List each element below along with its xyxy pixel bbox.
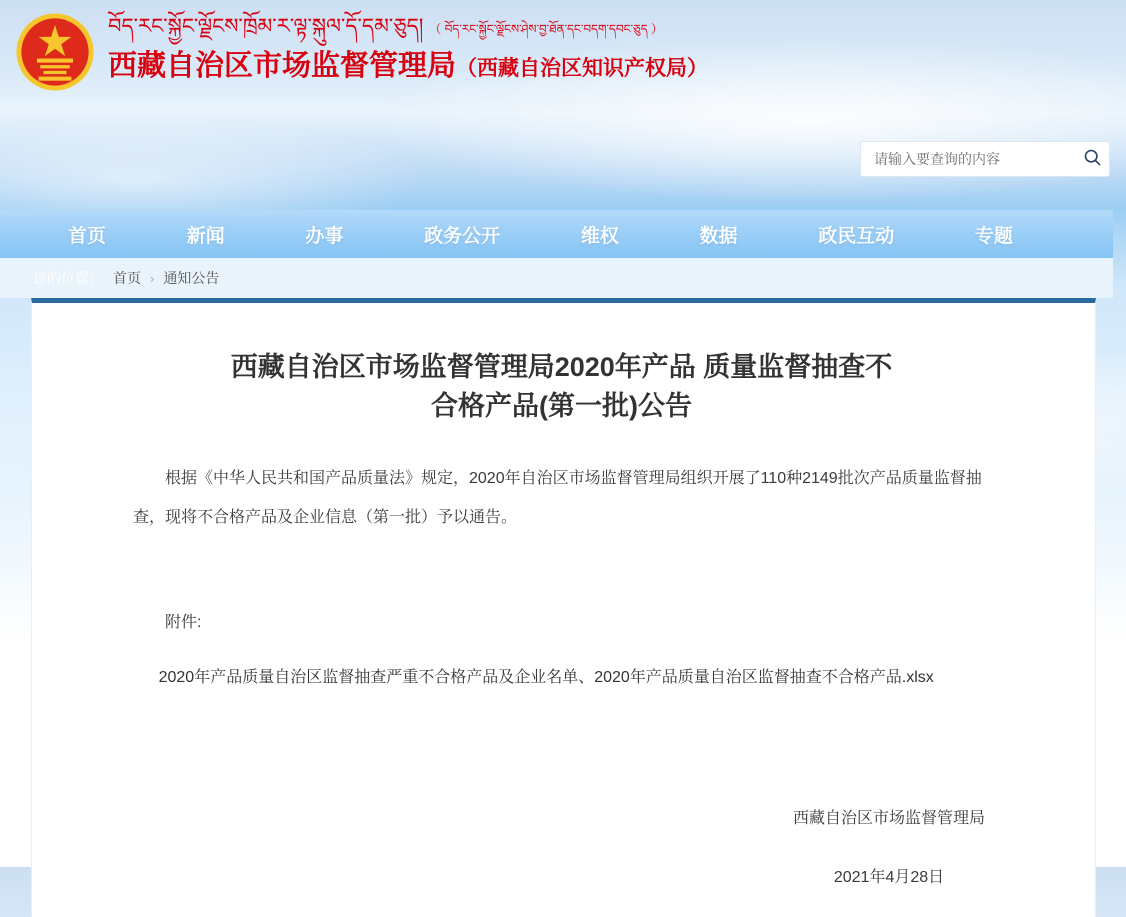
- article-body-paragraph: 根据《中华人民共和国产品质量法》规定，2020年自治区市场监督管理局组织开展了110种2149批次产品质量监督抽查，现将不合格产品及企业信息（第一批）予以通告。: [133, 470, 982, 526]
- nav-item-news[interactable]: 新闻: [186, 225, 225, 247]
- search-button[interactable]: [1075, 142, 1109, 176]
- china-national-emblem-icon: [14, 11, 96, 93]
- nav-item-home[interactable]: 首页: [68, 225, 107, 247]
- site-title-text: 西藏自治区市场监督管理局: [108, 50, 457, 82]
- breadcrumb-home-link[interactable]: 首页: [113, 270, 141, 286]
- search-input[interactable]: [861, 151, 1075, 167]
- site-title-paren: （西藏自治区知识产权局）: [456, 57, 709, 80]
- article-title: 西藏自治区市场监督管理局2020年产品 质量监督抽查不合格产品(第一批)公告: [230, 352, 893, 421]
- signature-date: 2021年4月28日: [833, 869, 945, 886]
- search-box: [860, 141, 1110, 177]
- tibetan-site-title: [108, 12, 708, 44]
- tibetan-title-paren: （ བོད་རང་སྐྱོང་ལྗོངས་ཤེས་བྱ་ཐོན་དང་བདག་དབང་ཅུད ）: [429, 22, 663, 36]
- attachment-label: 附件:: [165, 614, 202, 631]
- nav-item-interaction[interactable]: 政民互动: [818, 225, 895, 247]
- breadcrumb-prefix: 您的位置：: [33, 270, 103, 286]
- attachment-file-link[interactable]: 2020年产品质量自治区监督抽查严重不合格产品及企业名单、2020年产品质量自治区监督抽查不合格产品.xlsx: [158, 669, 934, 686]
- site-title: [108, 46, 708, 89]
- nav-item-topics[interactable]: 专题: [974, 225, 1013, 247]
- article-container: [31, 298, 1096, 917]
- masthead: [108, 12, 708, 89]
- main-navigation: [0, 210, 1113, 258]
- breadcrumb-current: 通知公告: [163, 270, 220, 286]
- nav-item-gov-info[interactable]: 政务公开: [424, 225, 501, 247]
- breadcrumb-separator-icon: ›: [150, 270, 155, 286]
- nav-item-rights[interactable]: 维权: [580, 225, 619, 247]
- nav-item-services[interactable]: 办事: [305, 225, 344, 247]
- site-header: [0, 0, 1126, 110]
- nav-item-data[interactable]: 数据: [699, 225, 738, 247]
- search-icon: [1082, 147, 1103, 171]
- breadcrumb: [0, 258, 1113, 298]
- signature-agency: 西藏自治区市场监督管理局: [792, 810, 985, 827]
- signature-block: [133, 805, 985, 887]
- tibetan-title-text: བོད་རང་སྐྱོང་ལྗོངས་ཁྲོམ་ར་ལྟ་སྐུལ་དོ་དམ་ཅུད།: [108, 15, 424, 38]
